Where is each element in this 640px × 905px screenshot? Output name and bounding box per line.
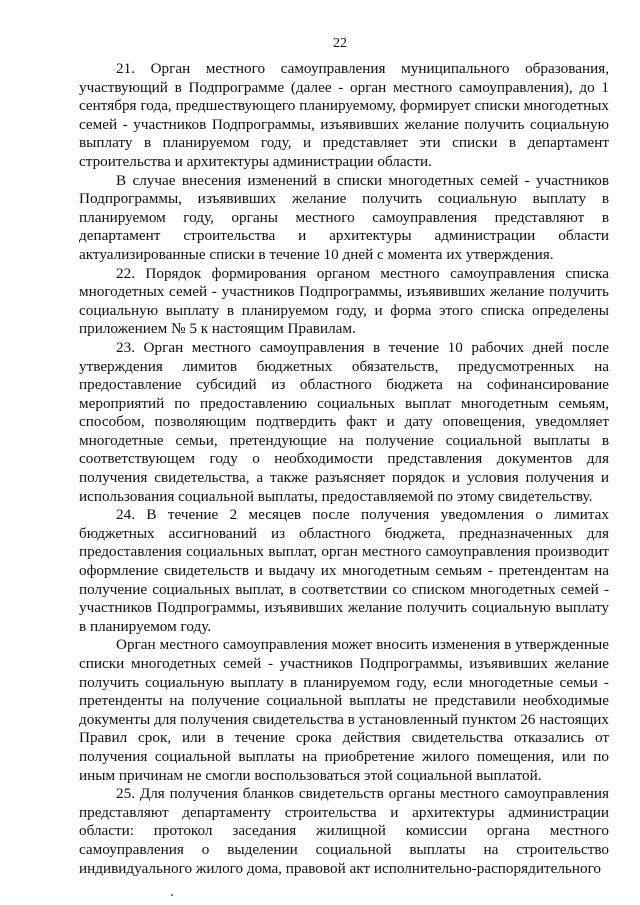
paragraph-24-changes: Орган местного самоуправления может вносить изменения в утвержденные списки многодетных семей - участников Подпрограммы, изъявивших желание получить социальную выплату в планируемом году, если многодетные семьи - претенденты на получение социальной выплаты не представили необходимые документы для получения свидетельства в установленный пунктом 26 настоящих Правил срок, или в течение срока действия свидетельства отказались от получения социальной выплаты на приобретение жилого помещения, или по иным причинам не смогли воспользоваться этой социальной выплатой.: [79, 636, 609, 784]
document-body: [79, 60, 609, 878]
paragraph-23: 23. Орган местного самоуправления в течение 10 рабочих дней после утверждения лимитов бюджетных обязательств, предусмотренных на предоставление субсидий из областного бюджета на софинансирование мероприятий по предоставлению социальных выплат многодетным семьям, способом, позволяющим подтвердить факт и дату оповещения, уведомляет многодетные семьи, претендующие на получение социальной выплаты в соответствующем году о необходимости представления документов для получения свидетельства, а также разъясняет порядок и условия получения и использования социальной выплаты, предоставляемой по этому свидетельству.: [79, 338, 609, 505]
page-number: 22: [333, 36, 347, 51]
paragraph-25: 25. Для получения бланков свидетельств органы местного самоуправления представляют департаменту строительства и архитектуры администрации области: протокол заседания жилищной комиссии органа местного самоуправления о выделении социальной выплаты на строительство индивидуального жилого дома, правовой акт исполнительно-распорядительного: [79, 785, 609, 877]
paragraph-22: 22. Порядок формирования органом местного самоуправления списка многодетных семей - участников Подпрограммы, изъявивших желание получить социальную выплату в планируемом году, и форма этого списка определены приложением № 5 к настоящим Правилам.: [79, 264, 609, 338]
paragraph-21: 21. Орган местного самоуправления муниципального образования, участвующий в Подпрограмме (далее - орган местного самоуправления), до 1 сентября года, предшествующего планируемому, формирует списки многодетных семей - участников Подпрограммы, изъявивших желание получить социальную выплату в планируемом году, и представляет эти списки в департамент строительства и архитектуры администрации области.: [79, 60, 609, 170]
paragraph-24: 24. В течение 2 месяцев после получения уведомления о лимитах бюджетных ассигнований из областного бюджета, предназначенных для предоставления социальных выплат, орган местного самоуправления производит оформление свидетельств и выдачу их многодетным семьям - претендентам на получение социальных выплат, в соответствии со списком многодетных семей - участников Подпрограммы, изъявивших желание получить социальную выплату в планируемом году.: [79, 506, 609, 635]
scan-speck: [171, 894, 173, 896]
paragraph-21-amendments: В случае внесения изменений в списки многодетных семей - участников Подпрограммы, изъявивших желание получить социальную выплату в планируемом году, органы местного самоуправления представляют в департамент строительства и архитектуры администрации области актуализированные списки в течение 10 дней с момента их утверждения.: [79, 171, 609, 263]
